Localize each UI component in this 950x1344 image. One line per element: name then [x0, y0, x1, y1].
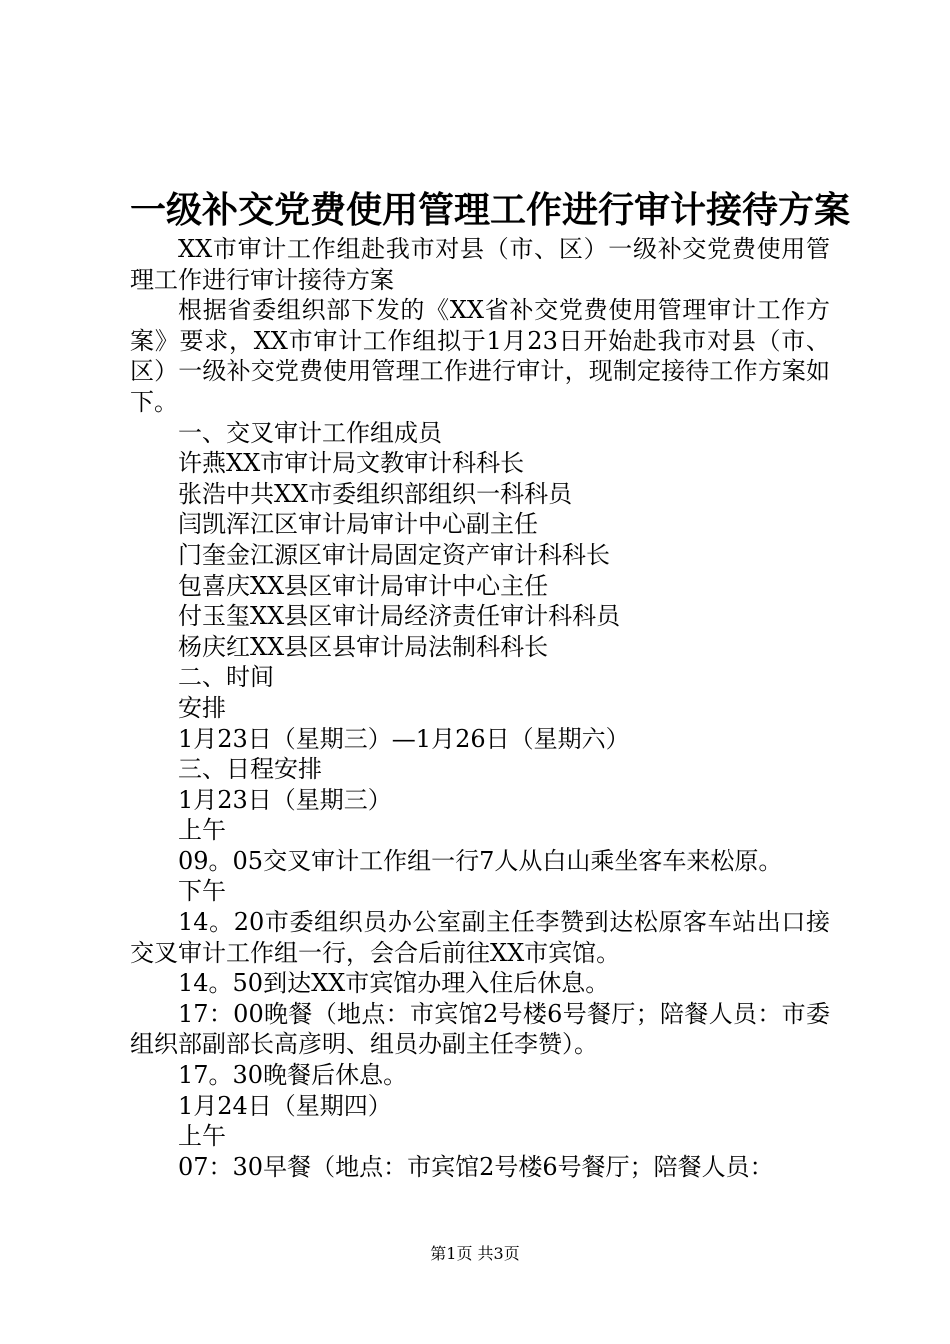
schedule-period: 上午	[178, 816, 226, 845]
paragraph-arrangement: 安排	[178, 693, 226, 722]
schedule-day-heading: 1月24日（星期四）	[178, 1091, 392, 1120]
paragraph-date-range: 1月23日（星期三）—1月26日（星期六）	[178, 724, 630, 753]
schedule-day-heading: 1月23日（星期三）	[178, 785, 392, 814]
member-line: 包喜庆XX县区审计局审计中心主任	[178, 571, 549, 600]
schedule-item: 07：30早餐（地点：市宾馆2号楼6号餐厅；陪餐人员：	[178, 1152, 774, 1181]
member-line: 杨庆红XX县区县审计局法制科科长	[178, 632, 549, 661]
schedule-item: 14。20市委组织员办公室副主任李赞到达松原客车站出口接交叉审计工作组一行，会合后前往XX市宾馆。	[130, 908, 830, 967]
schedule-item: 17。30晚餐后休息。	[178, 1061, 408, 1090]
member-line: 门奎金江源区审计局固定资产审计科科长	[178, 540, 610, 569]
schedule-item: 14。50到达XX市宾馆办理入住后休息。	[178, 969, 610, 998]
member-line: 闫凯浑江区审计局审计中心副主任	[178, 510, 538, 539]
section-heading-members: 一、交叉审计工作组成员	[178, 418, 442, 447]
member-line: 张浩中共XX市委组织部组织一科科员	[178, 479, 573, 508]
section-heading-time: 二、时间	[178, 663, 274, 692]
paragraph-intro-title: XX市审计工作组赴我市对县（市、区）一级补交党费使用管理工作进行审计接待方案	[130, 235, 830, 294]
section-heading-schedule: 三、日程安排	[178, 755, 322, 784]
member-line: 许燕XX市审计局文教审计科科长	[178, 449, 525, 478]
schedule-period: 下午	[178, 877, 226, 906]
member-line: 付玉玺XX县区审计局经济责任审计科科员	[178, 602, 621, 631]
schedule-item: 09。05交叉审计工作组一行7人从白山乘坐客车来松原。	[178, 846, 783, 875]
paragraph-background: 根据省委组织部下发的《XX省补交党费使用管理审计工作方案》要求，XX市审计工作组拟于1月23日开始赴我市对县（市、区）一级补交党费使用管理工作进行审计，现制定接待工作方案如下。	[130, 296, 830, 416]
schedule-item: 17：00晚餐（地点：市宾馆2号楼6号餐厅；陪餐人员：市委组织部副部长高彦明、组员办副主任李赞）。	[130, 999, 830, 1059]
schedule-period: 上午	[178, 1122, 226, 1151]
document-title: 一级补交党费使用管理工作进行审计接待方案	[130, 189, 851, 231]
document-body	[130, 234, 830, 1182]
page-number-footer: 第1页 共3页	[430, 1244, 520, 1263]
